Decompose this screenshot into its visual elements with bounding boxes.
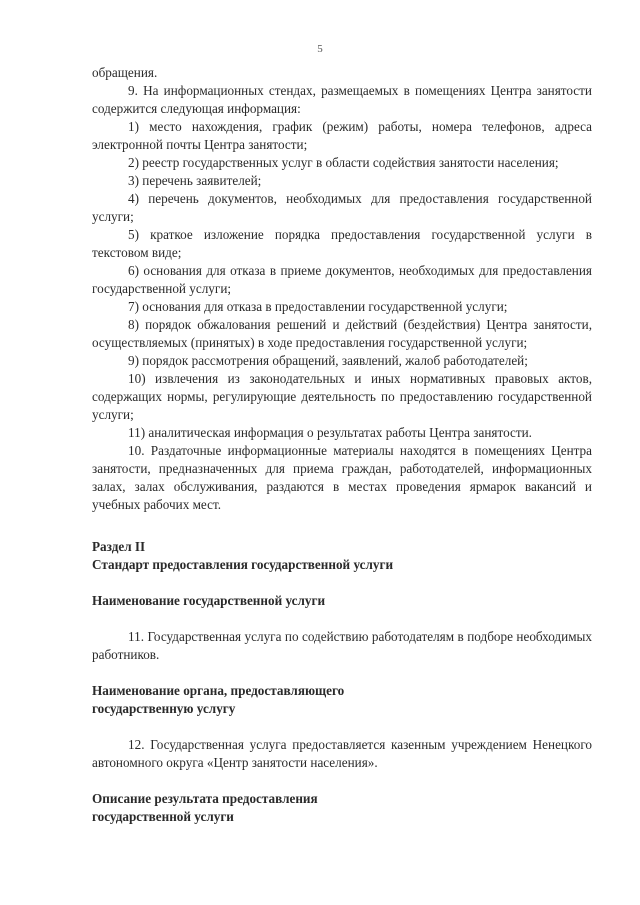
list-item: 8) порядок обжалования решений и действий (бездействия) Центра занятости, осуществляемых (принятых) в ходе предоставления государственной услуги; (92, 317, 592, 350)
block-heading: Наименование государственной услуги (92, 593, 326, 608)
paragraph: 10. Раздаточные информационные материалы находятся в помещениях Центра занятости, предназначенных для приема граждан, работодателей, информационных залах, залах обслуживания, раздаются в местах проведения ярмарок вакансий и учебных рабочих мест. (92, 443, 592, 512)
list-item: 11) аналитическая информация о результатах работы Центра занятости. (128, 425, 532, 440)
page-number: 5 (317, 43, 323, 55)
list-item: 1) место нахождения, график (режим) работы, номера телефонов, адреса электронной почты Центра занятости; (92, 119, 592, 152)
list-item: 5) краткое изложение порядка предоставления государственной услуги в текстовом виде; (92, 227, 592, 260)
section-title: Раздел II (92, 539, 146, 554)
list-item: 4) перечень документов, необходимых для предоставления государственной услуги; (92, 191, 592, 224)
paragraph: 12. Государственная услуга предоставляется казенным учреждением Ненецкого автономного округа «Центр занятости населения». (92, 737, 592, 770)
list-item: 6) основания для отказа в приеме документов, необходимых для предоставления государственной услуги; (92, 263, 592, 296)
paragraph: 11. Государственная услуга по содействию работодателям в подборе необходимых работников. (92, 629, 592, 662)
list-item: 9) порядок рассмотрения обращений, заявлений, жалоб работодателей; (128, 353, 528, 368)
block-heading: Описание результата предоставления (92, 791, 318, 806)
list-item: 3) перечень заявителей; (128, 173, 262, 188)
paragraph: обращения. (92, 65, 158, 80)
section-subtitle: Стандарт предоставления государственной услуги (92, 557, 394, 572)
list-item: 7) основания для отказа в предоставлении государственной услуги; (128, 299, 508, 314)
body-text (92, 64, 592, 826)
paragraph: 9. На информационных стендах, размещаемых в помещениях Центра занятости содержится следующая информация: (92, 83, 592, 116)
block-heading: государственную услугу (92, 701, 236, 716)
list-item: 2) реестр государственных услуг в области содействия занятости населения; (128, 155, 559, 170)
block-heading: государственной услуги (92, 809, 234, 824)
block-heading: Наименование органа, предоставляющего (92, 683, 345, 698)
list-item: 10) извлечения из законодательных и иных нормативных правовых актов, содержащих нормы, регулирующие деятельность по предоставлению государственной услуги; (92, 371, 592, 422)
